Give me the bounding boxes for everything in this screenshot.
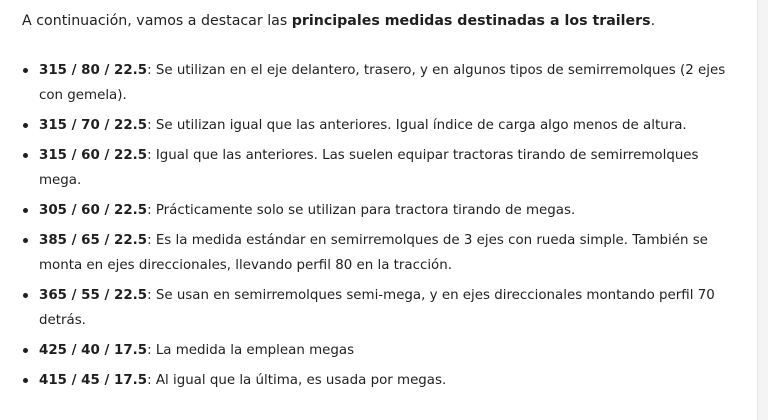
list-item	[22, 338, 734, 363]
list-item	[22, 143, 734, 193]
tire-size-description: : Prácticamente solo se utilizan para tractora tirando de megas.	[147, 203, 576, 218]
tire-size-description: : Al igual que la última, es usada por megas.	[147, 373, 447, 388]
tire-size: 415 / 45 / 17.5	[39, 373, 148, 388]
tire-size-list	[22, 58, 734, 398]
intro-emphasis: principales medidas destinadas a los trailers	[291, 13, 651, 29]
tire-size: 425 / 40 / 17.5	[39, 343, 148, 358]
list-item	[22, 283, 734, 333]
tire-size-description: : Se utilizan en el eje delantero, trasero, y en algunos tipos de semirremolques (2 ejes con gemela).	[39, 63, 726, 103]
intro-suffix: .	[650, 13, 656, 29]
page-scrollbar[interactable]	[757, 0, 768, 420]
list-item	[22, 58, 734, 108]
list-item	[22, 368, 734, 393]
tire-size: 315 / 70 / 22.5	[39, 118, 148, 133]
intro-paragraph	[22, 10, 655, 32]
tire-size: 315 / 80 / 22.5	[39, 63, 148, 78]
tire-size: 305 / 60 / 22.5	[39, 203, 148, 218]
intro-prefix: A continuación, vamos a destacar las	[22, 13, 292, 29]
tire-size-description: : La medida la emplean megas	[147, 343, 355, 358]
tire-size: 365 / 55 / 22.5	[39, 288, 148, 303]
list-item	[22, 113, 734, 138]
tire-size-description: : Igual que las anteriores. Las suelen equipar tractoras tirando de semirremolques mega.	[39, 148, 699, 188]
tire-size-description: : Se utilizan igual que las anteriores. Igual índice de carga algo menos de altura.	[147, 118, 687, 133]
tire-size: 315 / 60 / 22.5	[39, 148, 148, 163]
list-item	[22, 228, 734, 278]
tire-size-description: : Se usan en semirremolques semi-mega, y en ejes direccionales montando perfil 70 detrás.	[39, 288, 715, 328]
tire-size: 385 / 65 / 22.5	[39, 233, 148, 248]
list-item	[22, 198, 734, 223]
tire-size-description: : Es la medida estándar en semirremolques de 3 ejes con rueda simple. También se monta en ejes direccionales, llevando perfil 80 en la tracción.	[39, 233, 708, 273]
